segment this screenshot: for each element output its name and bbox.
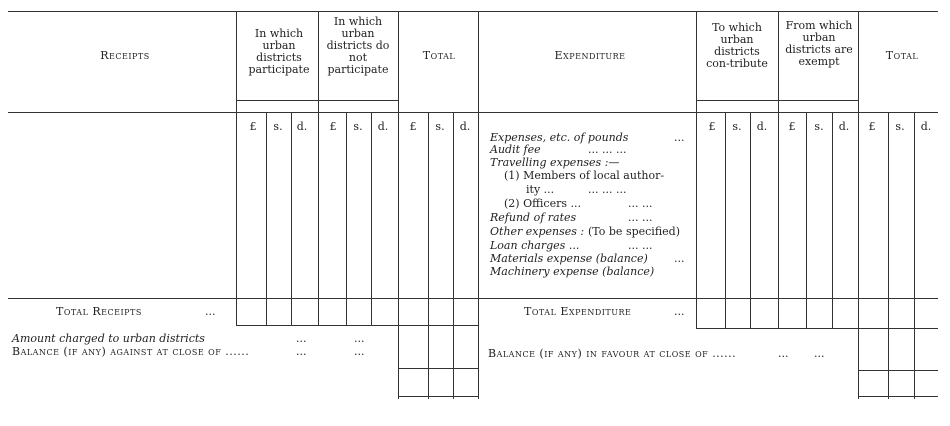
rule-sub-participate bbox=[236, 100, 318, 101]
dots-balance-favour-2: ... bbox=[814, 347, 825, 360]
unit-pence: d. bbox=[459, 120, 471, 133]
unit-shilling: s. bbox=[814, 120, 824, 133]
vline-minor bbox=[750, 113, 751, 328]
rule-sub-not-participate bbox=[318, 100, 398, 101]
rule-header-bottom bbox=[8, 112, 938, 113]
vline-minor bbox=[371, 113, 372, 325]
item-dots: ... ... ... bbox=[588, 183, 627, 196]
unit-shilling: s. bbox=[273, 120, 283, 133]
vline-receipts-right bbox=[236, 11, 237, 325]
unit-pound: £ bbox=[788, 120, 796, 133]
urban-exempt-header: From which urban districts are exempt bbox=[785, 19, 853, 68]
unit-pound: £ bbox=[409, 120, 417, 133]
unit-pence: d. bbox=[920, 120, 932, 133]
vline-contribute-right bbox=[778, 11, 779, 328]
vline-not-participate-right bbox=[398, 11, 399, 325]
balance-box-right-left bbox=[858, 328, 859, 399]
balance-favour-label: Balance (if any) in favour at close of ...... bbox=[488, 347, 737, 360]
vline-minor bbox=[806, 113, 807, 328]
urban-contribute-header: To which urban districts con-tribute bbox=[706, 21, 768, 70]
vline-minor bbox=[266, 113, 267, 325]
item-machinery-expense: Machinery expense (balance) bbox=[490, 265, 655, 278]
urban-participate-header: In which urban districts participate bbox=[248, 27, 310, 76]
total-expenditure-label: Total Expenditure bbox=[524, 305, 632, 318]
item-dots: ... bbox=[674, 131, 685, 144]
item-members: (1) Members of local author- bbox=[504, 169, 665, 182]
unit-shilling: s. bbox=[353, 120, 363, 133]
receipts-header: Receipts bbox=[100, 49, 150, 62]
item-other-expenses: Other expenses : bbox=[490, 225, 585, 238]
item-dots: ... ... bbox=[628, 211, 653, 224]
vline-minor bbox=[346, 113, 347, 325]
unit-pound: £ bbox=[708, 120, 716, 133]
rule-totals-top bbox=[8, 298, 938, 299]
dots-not-participate-1: ... bbox=[354, 332, 365, 345]
vline-minor bbox=[291, 113, 292, 325]
rule-totals-bottom-left bbox=[236, 325, 478, 326]
item-expenses: Expenses, etc. of pounds bbox=[490, 131, 629, 144]
total-left-header: Total bbox=[422, 49, 456, 62]
dots-participate-2: ... bbox=[296, 345, 307, 358]
unit-shilling: s. bbox=[435, 120, 445, 133]
vline-minor bbox=[832, 113, 833, 328]
vline-total-left-right bbox=[478, 11, 479, 399]
vline-minor bbox=[428, 113, 429, 325]
vline-minor bbox=[453, 113, 454, 325]
balance-against-label: Balance (if any) against at close of ...... bbox=[12, 345, 250, 358]
item-ity: ity ... bbox=[526, 183, 555, 196]
amount-charged-label: Amount charged to urban districts bbox=[12, 332, 205, 345]
unit-shilling: s. bbox=[732, 120, 742, 133]
rule-sub-contribute bbox=[696, 100, 778, 101]
total-receipts-label: Total Receipts bbox=[56, 305, 142, 318]
item-dots: ... ... bbox=[628, 197, 653, 210]
item-loan-charges: Loan charges ... bbox=[490, 239, 580, 252]
expenditure-header: Expenditure bbox=[554, 49, 626, 62]
vline-expenditure-right bbox=[696, 11, 697, 328]
vline-minor bbox=[914, 113, 915, 328]
total-expenditure-dots: ... bbox=[674, 305, 685, 318]
dots-not-participate-2: ... bbox=[354, 345, 365, 358]
vline-minor bbox=[725, 113, 726, 328]
item-travelling-expenses: Travelling expenses :— bbox=[490, 156, 620, 169]
dots-participate-1: ... bbox=[296, 332, 307, 345]
item-to-be-specified: (To be specified) bbox=[588, 225, 680, 238]
rule-top bbox=[8, 11, 938, 12]
balance-box-right-mid bbox=[914, 328, 915, 399]
balance-box-right-rule bbox=[858, 370, 938, 371]
unit-pence: d. bbox=[377, 120, 389, 133]
vline-participate-right bbox=[318, 11, 319, 325]
unit-pound: £ bbox=[329, 120, 337, 133]
dots-balance-favour-1: ... bbox=[778, 347, 789, 360]
total-right-header: Total bbox=[885, 49, 919, 62]
balance-box-rule bbox=[398, 396, 478, 397]
balance-box-right-rule bbox=[858, 396, 938, 397]
item-materials-expense: Materials expense (balance) bbox=[490, 252, 648, 265]
balance-box-right-mid bbox=[888, 328, 889, 399]
unit-pound: £ bbox=[249, 120, 257, 133]
item-refund-of-rates: Refund of rates bbox=[490, 211, 577, 224]
rule-totals-bottom-right bbox=[696, 328, 938, 329]
vline-minor bbox=[888, 113, 889, 328]
rule-sub-exempt bbox=[778, 100, 858, 101]
balance-box-mid bbox=[428, 325, 429, 399]
balance-box-left bbox=[398, 325, 399, 399]
unit-pence: d. bbox=[296, 120, 308, 133]
unit-pound: £ bbox=[868, 120, 876, 133]
total-receipts-dots: ... bbox=[205, 305, 216, 318]
unit-pence: d. bbox=[756, 120, 768, 133]
item-officers: (2) Officers ... bbox=[504, 197, 581, 210]
unit-shilling: s. bbox=[895, 120, 905, 133]
balance-box-rule bbox=[398, 368, 478, 369]
item-dots: ... bbox=[674, 252, 685, 265]
urban-not-participate-header: In which urban districts do not participate bbox=[326, 15, 390, 76]
unit-pence: d. bbox=[838, 120, 850, 133]
vline-exempt-right bbox=[858, 11, 859, 328]
item-audit-fee: Audit fee bbox=[490, 143, 541, 156]
item-dots: ... ... bbox=[628, 239, 653, 252]
balance-box-mid bbox=[453, 325, 454, 399]
item-dots: ... ... ... bbox=[588, 143, 627, 156]
